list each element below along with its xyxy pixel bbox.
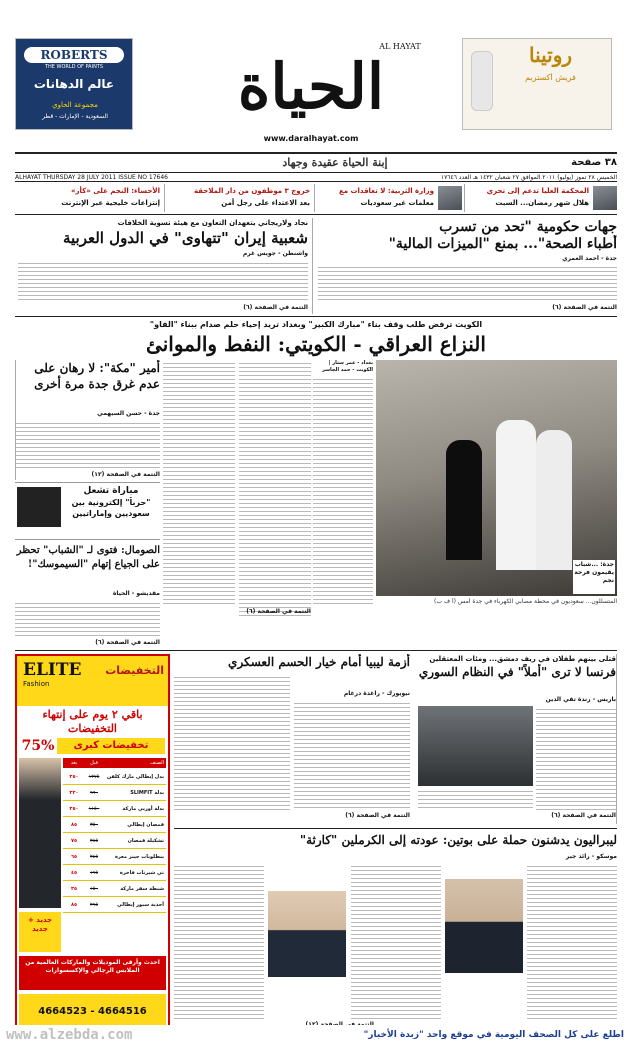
price-row xyxy=(63,898,166,913)
photo-caption: المتسللون... سعوديون في محطة مصابي الكهرباء في جدة أمس (أ ف ب) xyxy=(433,598,617,605)
russia-body-column xyxy=(351,863,441,1019)
somalia-body xyxy=(15,600,160,638)
roberts-group: مجموعة الحاوي xyxy=(52,101,98,109)
price-row xyxy=(63,834,166,849)
libya-headline: أزمة ليبيا أمام خيار الحسم العسكري xyxy=(228,655,410,669)
header-after: بعد xyxy=(70,760,78,766)
divider xyxy=(174,828,617,829)
main-byline: بغداد - عمر ستار | الكويت - حمد الجاسر xyxy=(321,360,373,373)
electronic-story[interactable] xyxy=(15,482,160,540)
lead-body xyxy=(318,264,617,302)
price-before: ١١٥٠ xyxy=(88,806,100,812)
price-before: ٢٨٥ xyxy=(89,838,99,844)
price-item: قمصان إيطالي xyxy=(127,822,164,828)
price-after: ٣٥٠ xyxy=(69,806,79,812)
dateline-arabic: الخميس ٢٨ تموز (يوليو) ٢٠١١ الموافق ٢٧ شعبان ١٤٣٢ هـ العدد ١٧٦٤٦ xyxy=(440,174,617,181)
divider xyxy=(15,316,617,317)
main-body-right xyxy=(313,360,373,620)
dateline-english: ALHAYAT THURSDAY 28 JULY 2011 ISSUE NO 17646 xyxy=(15,174,168,181)
tagline-bar xyxy=(15,156,617,170)
syria-story[interactable] xyxy=(414,654,617,824)
header-item: الصنف xyxy=(150,760,164,766)
roberts-countries: السعودية - الإمارات - قطر xyxy=(42,113,108,120)
russia-story[interactable] xyxy=(174,831,617,1031)
mecca-body xyxy=(15,420,160,470)
price-row xyxy=(63,850,166,865)
main-body-column xyxy=(313,376,373,606)
teaser-sub: معلمات غير سعوديات xyxy=(360,199,434,207)
syria-continued[interactable]: التتمة في الصفحة (٦) xyxy=(551,812,616,819)
somalia-continued[interactable]: التتمة في الصفحة (٦) xyxy=(95,639,160,646)
somalia-byline: مقديشو - الحياة xyxy=(112,590,160,597)
syria-headline: فرنسا لا ترى "أملاً" في النظام السوري xyxy=(418,665,616,679)
mecca-headline: أمير "مكة": لا رهان على عدم غرق جدة مرة أخرى xyxy=(34,361,160,391)
iran-byline: واشنطن - جويس غرم xyxy=(242,250,308,257)
divider xyxy=(15,214,617,215)
elite-discount: تخفيضات كبرى xyxy=(57,738,165,754)
price-item: تشكيلة قمصان xyxy=(127,838,164,844)
russia-byline: موسكو - رائد جبر xyxy=(565,853,617,860)
syria-kicker: قتلى بينهم طفلان في ريف دمشق... ومئات المعتقلين xyxy=(429,655,616,663)
price-after: ٣٥ xyxy=(70,886,78,892)
iran-kicker: نجاد ولاريجاني يتعهدان التعاون مع هيئة تسوية الخلافات xyxy=(117,219,308,227)
elite-footer: احدث وأرقى الموديلات والماركات العالمية من الملابس الرجالي والإكسسوارات xyxy=(19,956,166,990)
header-before: قبل xyxy=(90,760,98,766)
price-row xyxy=(63,866,166,881)
main-kicker: الكويت ترفض طلب وقف بناء "مبارك الكبير" وبغداد تريد إحياء حلم صدام ببناء "الفاو" xyxy=(149,320,483,329)
product-image xyxy=(471,51,493,111)
dateline-bar xyxy=(15,172,617,182)
electronic-thumbnail xyxy=(17,487,61,527)
main-body-column xyxy=(163,360,235,606)
teaser-thumbnail xyxy=(438,186,462,210)
price-row xyxy=(63,882,166,897)
elite-logo: ELITE xyxy=(23,660,82,680)
main-body-center xyxy=(163,360,311,622)
syria-body-column xyxy=(536,706,616,810)
roberts-ad[interactable] xyxy=(15,38,133,130)
footer-banner[interactable] xyxy=(0,1025,632,1045)
elite-sub: Fashion xyxy=(23,680,50,688)
price-after: ٣٥٠ xyxy=(69,774,79,780)
lead-headline: أطباء الصحة"... بمنع "الميزات المالية" xyxy=(388,236,617,252)
photo-figure xyxy=(536,430,572,570)
iran-body xyxy=(18,260,308,302)
price-after: ٤٥ xyxy=(70,870,78,876)
main-continued[interactable]: التتمة في الصفحة (٦) xyxy=(246,608,311,615)
syria-photo xyxy=(418,706,533,786)
model-photo xyxy=(19,758,61,908)
price-before: ١٥٠ xyxy=(89,886,99,892)
price-item: بدلة SLIMFIT xyxy=(130,790,164,796)
page-count: ٣٨ صفحة xyxy=(571,157,617,168)
price-item: أحذية سبور إيطالي xyxy=(117,902,164,908)
libya-byline: نيويورك - راغدة درغام xyxy=(343,690,410,697)
elite-phone[interactable]: 4664523 - 4664516 xyxy=(19,994,166,1030)
footer-url[interactable]: www.alzebda.com xyxy=(6,1027,133,1043)
teaser-item[interactable] xyxy=(15,184,165,212)
libya-continued[interactable]: التتمة في الصفحة (٦) xyxy=(345,812,410,819)
price-before: ٢٤٥ xyxy=(89,854,99,860)
teaser-headline: المحكمة العليا تدعم إلى تحري xyxy=(486,187,589,195)
putin-photo xyxy=(445,879,523,973)
price-after: ٣٢٠ xyxy=(69,790,79,796)
price-row xyxy=(63,802,166,817)
roberts-subtitle: THE WORLD OF PAINTS xyxy=(44,64,104,70)
photo-figure xyxy=(446,440,482,560)
lead-story[interactable] xyxy=(318,218,617,314)
elite-headline: باقي ٢ يوم على إنتهاء التخفيضات xyxy=(17,708,168,736)
lead-byline: جدة - أحمد العمري xyxy=(562,255,617,262)
tagline: إبنة الحياة عقيدة وجهاد xyxy=(282,156,388,169)
libya-body-column xyxy=(174,674,290,810)
rotana-subtitle: فريش أكستريم xyxy=(525,73,576,82)
somalia-headline: الصومال: فتوى لـ "الشباب" تحظر على الجياع إتهام "السيموسك"! xyxy=(16,545,160,570)
russia-body-column xyxy=(174,863,264,1019)
price-item: شنطة سفر ماركة xyxy=(120,886,164,892)
elite-price-table xyxy=(63,758,166,922)
masthead xyxy=(180,42,442,152)
teaser-item[interactable] xyxy=(467,184,617,212)
teaser-headline: الأحساء: النجم على «كأر» xyxy=(70,187,160,195)
elite-new: جديد + جديد xyxy=(19,912,61,952)
mecca-story[interactable] xyxy=(15,360,160,480)
teaser-row xyxy=(15,184,617,212)
price-item: بدلة أوربي ماركة xyxy=(122,806,164,812)
russia-body-column xyxy=(527,863,617,1019)
price-before: ٣٥٠ xyxy=(89,822,99,828)
price-before: ١٢٧٥ xyxy=(88,774,100,780)
price-after: ٨٥ xyxy=(70,902,78,908)
medvedev-photo xyxy=(268,891,346,977)
elite-ad[interactable] xyxy=(15,654,170,1034)
elite-ad-header xyxy=(17,656,168,706)
russia-headline: ليبراليون يدشنون حملة على بوتين: عودته إلى الكرملين "كارثة" xyxy=(299,833,617,847)
price-before: ١٩٥ xyxy=(89,870,99,876)
price-item: تي شيرتات فاخرة xyxy=(119,870,164,876)
roberts-arabic: عالم الدهانات xyxy=(33,77,115,91)
price-after: ٧٥ xyxy=(70,838,78,844)
mecca-continued[interactable]: التتمة في الصفحة (١٢) xyxy=(91,471,160,478)
photo-tag: جدة: ...شباب يقيمون فرحة نجم xyxy=(573,560,615,594)
price-table-header xyxy=(63,758,166,768)
roberts-logo: ROBERTS xyxy=(24,47,124,63)
main-headline[interactable]: النزاع العراقي - الكويتي: النفط والموانئ xyxy=(146,332,486,356)
divider xyxy=(15,650,617,651)
electronic-headline: "حرباً" إلكترونية بين سعوديين وإماراتيين xyxy=(71,498,151,518)
price-item: بدل إيطالي مارك كلفن xyxy=(106,774,164,780)
price-row xyxy=(63,818,166,833)
mecca-byline: جدة - حسن السيهمي xyxy=(97,410,160,417)
teaser-sub: إنتزاعات خليجية عبر الإنترنت xyxy=(61,199,160,207)
teaser-item[interactable] xyxy=(167,184,315,212)
iran-headline: شعبية إيران "تتهاوى" في الدول العربية xyxy=(62,229,308,247)
syria-byline: باريس - رندة تقي الدين xyxy=(545,696,616,703)
price-after: ٦٥ xyxy=(70,854,78,860)
price-item: بنطلونات جينز معرة xyxy=(114,854,164,860)
teaser-sub: هلال شهر رمضان... السبت xyxy=(495,199,589,207)
price-rows xyxy=(63,770,166,920)
price-row xyxy=(63,770,166,785)
main-body-column xyxy=(239,360,311,616)
libya-body-column xyxy=(294,700,410,810)
teaser-sub: بعد الاعتداء على رجل أمن xyxy=(221,199,310,207)
rotana-brand: روتينا xyxy=(528,43,573,67)
teaser-headline: وزارة التربية: لا تعاقدات مع xyxy=(338,187,434,195)
elite-badge: التخفيضات xyxy=(105,664,164,677)
masthead-url[interactable]: www.daralhayat.com xyxy=(263,134,359,143)
photo-figure xyxy=(496,420,536,570)
iran-continued[interactable]: التتمة في الصفحة (٦) xyxy=(243,304,308,311)
masthead-english-title: AL HAYAT xyxy=(379,42,421,51)
price-after: ٨٥ xyxy=(70,822,78,828)
lead-continued[interactable]: التتمة في الصفحة (٦) xyxy=(552,304,617,311)
teaser-item[interactable] xyxy=(317,184,465,212)
electronic-kicker: مباراة تشعل xyxy=(83,486,139,496)
footer-text: اطلع على كل الصحف اليومية في موقع واحد "زبدة الأخبار" xyxy=(363,1030,624,1040)
elite-percent: 75% xyxy=(21,738,55,754)
iran-story[interactable] xyxy=(15,218,313,314)
somalia-story[interactable] xyxy=(15,544,160,648)
price-before: ٢٩٥ xyxy=(89,902,99,908)
libya-story[interactable] xyxy=(174,654,410,824)
price-row xyxy=(63,786,166,801)
teaser-thumbnail xyxy=(593,186,617,210)
masthead-logo: الحياة xyxy=(237,50,385,123)
divider xyxy=(15,152,617,154)
syria-body-column xyxy=(418,788,533,810)
teaser-headline: خروج ٣ موظفون من دار الملاحقة xyxy=(194,187,310,195)
lead-kicker: جهات حكومية "تحد من تسرب xyxy=(439,219,617,235)
rotana-ad[interactable] xyxy=(462,38,612,130)
price-before: ٩٦٠ xyxy=(89,790,99,796)
